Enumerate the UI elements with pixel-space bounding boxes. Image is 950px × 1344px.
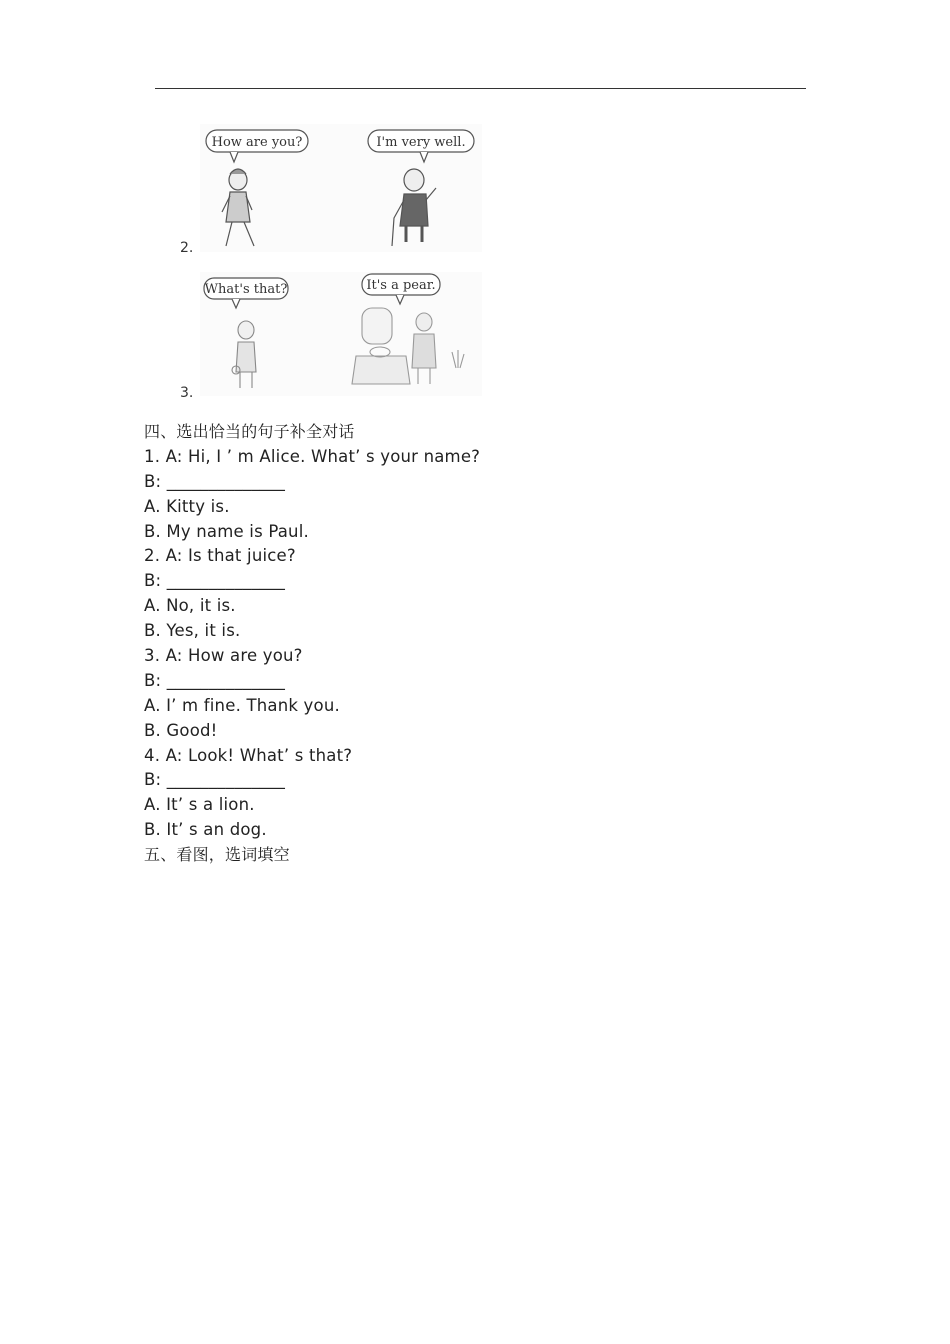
figure-number: 2.: [180, 240, 194, 256]
option-1a: A. Kitty is.: [144, 496, 230, 516]
option-4a: A. It’ s a lion.: [144, 795, 255, 815]
old-man-figure: [392, 169, 436, 246]
boy-figure: [232, 321, 256, 388]
section-five-heading: 五、看图，选词填空: [144, 845, 290, 865]
exercise-text: [144, 420, 844, 868]
answer-blank-1: B: ______________: [144, 471, 286, 491]
speech-bubble-text: It's a pear.: [366, 278, 436, 293]
dialogue-illustration: [200, 272, 482, 396]
option-3a: A. I’ m fine. Thank you.: [144, 695, 340, 715]
speech-bubble-text: What's that?: [204, 282, 288, 297]
section-four-heading: 四、选出恰当的句子补全对话: [144, 422, 355, 441]
option-2b: B. Yes, it is.: [144, 621, 241, 641]
dialogue-picture-3: [200, 272, 482, 396]
question-1: 1. A: Hi, I ’ m Alice. What’ s your name?: [144, 446, 481, 466]
question-3: 3. A: How are you?: [144, 646, 303, 666]
question-2: 2. A: Is that juice?: [144, 546, 296, 566]
figure-number: 3.: [180, 385, 194, 401]
table-scene: [352, 308, 464, 384]
option-3b: B. Good!: [144, 720, 218, 740]
answer-blank-3: B: ______________: [144, 670, 286, 690]
option-1b: B. My name is Paul.: [144, 521, 309, 541]
option-4b: B. It’ s an dog.: [144, 820, 267, 840]
speech-bubble-text: How are you?: [211, 135, 303, 150]
answer-blank-2: B: ______________: [144, 571, 286, 591]
dialogue-picture-2: [200, 124, 482, 252]
answer-blank-4: B: ______________: [144, 770, 286, 790]
option-2a: A. No, it is.: [144, 596, 236, 616]
speech-bubble-text: I'm very well.: [376, 135, 466, 150]
header-rule: [155, 88, 806, 89]
question-4: 4. A: Look! What’ s that?: [144, 745, 353, 765]
girl-figure: [222, 169, 254, 246]
dialogue-illustration: [200, 124, 482, 252]
